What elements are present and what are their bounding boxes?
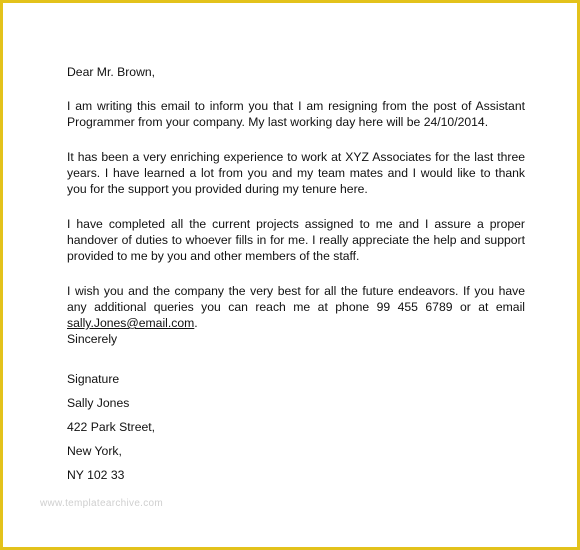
paragraph-handover: I have completed all the current projects assigned to me and I assure a proper handover of duties to whoever fills in for me. I really appreciate the help and support provided to me by you and other members of the staff. bbox=[67, 217, 525, 263]
paragraph-wishes bbox=[67, 283, 525, 331]
closing: Sincerely bbox=[67, 332, 118, 346]
paragraph-wishes-end: . bbox=[194, 316, 198, 330]
letter-body bbox=[67, 64, 525, 491]
signature-block bbox=[67, 371, 525, 483]
address-zip: NY 102 33 bbox=[67, 468, 125, 482]
signature-name: Sally Jones bbox=[67, 396, 130, 410]
paragraph-resignation: I am writing this email to inform you that I am resigning from the post of Assistant Programmer from your company. My last working day here will be 24/10/2014. bbox=[67, 99, 525, 129]
address-street: 422 Park Street, bbox=[67, 420, 156, 434]
address-city: New York, bbox=[67, 444, 122, 458]
email-link[interactable]: sally.Jones@email.com bbox=[67, 316, 195, 330]
paragraph-wishes-text: I wish you and the company the very best for all the future endeavors. If you have any additional queries you can reach me at phone 99 455 6789 or at email bbox=[67, 284, 525, 314]
signature-label: Signature bbox=[67, 372, 120, 386]
paragraph-experience: It has been a very enriching experience to work at XYZ Associates for the last three years. I have learned a lot from you and my team mates and I would like to thank you for the support you provided during my tenure here. bbox=[67, 150, 525, 196]
greeting: Dear Mr. Brown, bbox=[67, 65, 156, 79]
watermark: www.templatearchive.com bbox=[40, 498, 164, 509]
